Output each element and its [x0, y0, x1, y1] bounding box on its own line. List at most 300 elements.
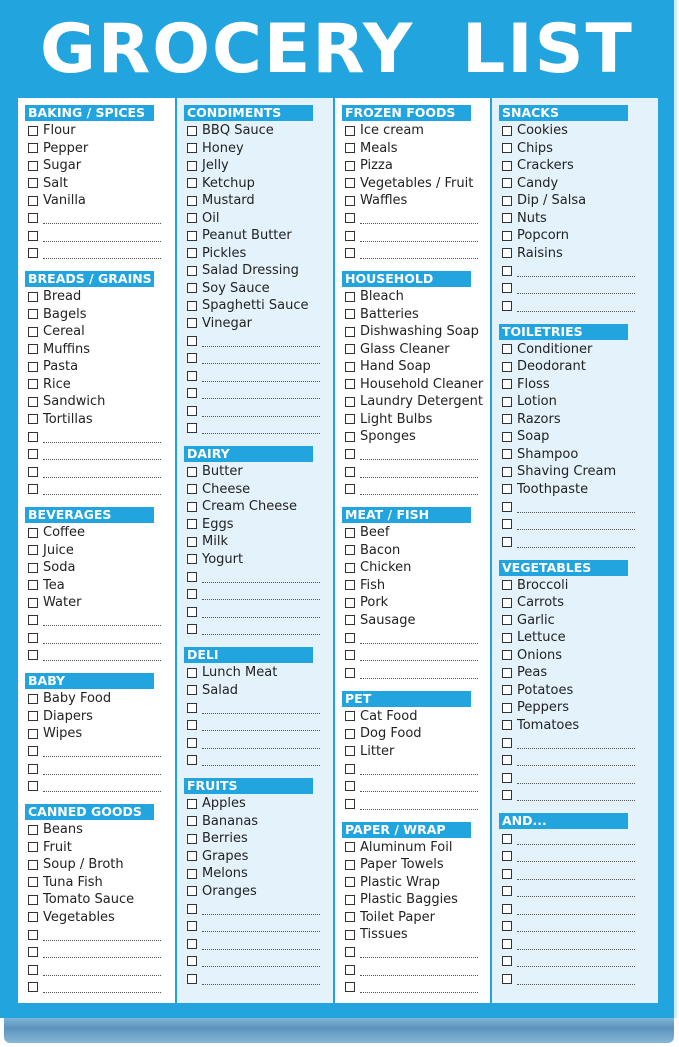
blank-item[interactable]	[345, 446, 490, 464]
checkbox[interactable]	[187, 956, 197, 966]
list-item[interactable]	[345, 559, 490, 577]
checkbox[interactable]	[28, 633, 38, 643]
list-item[interactable]	[345, 376, 490, 394]
list-item[interactable]	[502, 463, 658, 481]
checkbox[interactable]	[28, 397, 38, 407]
blank-item[interactable]	[187, 734, 333, 752]
blank-item[interactable]	[187, 935, 333, 953]
checkbox[interactable]	[187, 178, 197, 188]
write-in-line[interactable]	[202, 623, 320, 635]
blank-item[interactable]	[345, 463, 490, 481]
checkbox[interactable]	[502, 397, 512, 407]
checkbox[interactable]	[502, 362, 512, 372]
checkbox[interactable]	[345, 781, 355, 791]
checkbox[interactable]	[187, 406, 197, 416]
list-item[interactable]	[28, 175, 175, 193]
write-in-line[interactable]	[202, 938, 320, 950]
checkbox[interactable]	[502, 178, 512, 188]
checkbox[interactable]	[28, 213, 38, 223]
checkbox[interactable]	[502, 790, 512, 800]
checkbox[interactable]	[187, 484, 197, 494]
write-in-line[interactable]	[360, 763, 478, 775]
blank-item[interactable]	[28, 778, 175, 796]
checkbox[interactable]	[345, 143, 355, 153]
checkbox[interactable]	[502, 467, 512, 477]
checkbox[interactable]	[345, 711, 355, 721]
list-item[interactable]	[28, 288, 175, 306]
checkbox[interactable]	[28, 231, 38, 241]
blank-item[interactable]	[28, 481, 175, 499]
checkbox[interactable]	[502, 598, 512, 608]
write-in-line[interactable]	[202, 352, 320, 364]
checkbox[interactable]	[502, 851, 512, 861]
checkbox[interactable]	[187, 703, 197, 713]
list-item[interactable]	[187, 551, 333, 569]
write-in-line[interactable]	[43, 632, 161, 644]
blank-item[interactable]	[187, 970, 333, 988]
write-in-line[interactable]	[360, 632, 478, 644]
write-in-line[interactable]	[43, 745, 161, 757]
list-item[interactable]	[502, 594, 658, 612]
write-in-line[interactable]	[517, 955, 635, 967]
blank-item[interactable]	[28, 463, 175, 481]
checkbox[interactable]	[345, 327, 355, 337]
list-item[interactable]	[28, 891, 175, 909]
checkbox[interactable]	[502, 519, 512, 529]
list-item[interactable]	[187, 210, 333, 228]
blank-item[interactable]	[502, 848, 658, 866]
checkbox[interactable]	[345, 965, 355, 975]
write-in-line[interactable]	[360, 649, 478, 661]
write-in-line[interactable]	[43, 929, 161, 941]
checkbox[interactable]	[345, 292, 355, 302]
write-in-line[interactable]	[517, 300, 635, 312]
checkbox[interactable]	[502, 449, 512, 459]
checkbox[interactable]	[502, 432, 512, 442]
checkbox[interactable]	[345, 746, 355, 756]
list-item[interactable]	[345, 909, 490, 927]
write-in-line[interactable]	[517, 282, 635, 294]
checkbox[interactable]	[28, 895, 38, 905]
blank-item[interactable]	[28, 245, 175, 263]
list-item[interactable]	[345, 612, 490, 630]
list-item[interactable]	[345, 157, 490, 175]
list-item[interactable]	[187, 315, 333, 333]
checkbox[interactable]	[187, 353, 197, 363]
checkbox[interactable]	[345, 528, 355, 538]
list-item[interactable]	[345, 594, 490, 612]
write-in-line[interactable]	[43, 981, 161, 993]
list-item[interactable]	[187, 297, 333, 315]
checkbox[interactable]	[345, 449, 355, 459]
blank-item[interactable]	[187, 568, 333, 586]
list-item[interactable]	[187, 175, 333, 193]
write-in-line[interactable]	[202, 955, 320, 967]
checkbox[interactable]	[345, 912, 355, 922]
blank-item[interactable]	[187, 621, 333, 639]
checkbox[interactable]	[502, 414, 512, 424]
list-item[interactable]	[28, 594, 175, 612]
list-item[interactable]	[502, 612, 658, 630]
checkbox[interactable]	[502, 196, 512, 206]
blank-item[interactable]	[187, 420, 333, 438]
list-item[interactable]	[502, 245, 658, 263]
list-item[interactable]	[502, 629, 658, 647]
write-in-line[interactable]	[517, 789, 635, 801]
list-item[interactable]	[345, 122, 490, 140]
checkbox[interactable]	[28, 825, 38, 835]
list-item[interactable]	[345, 926, 490, 944]
list-item[interactable]	[28, 411, 175, 429]
list-item[interactable]	[345, 524, 490, 542]
list-item[interactable]	[28, 140, 175, 158]
checkbox[interactable]	[345, 842, 355, 852]
write-in-line[interactable]	[43, 649, 161, 661]
checkbox[interactable]	[502, 615, 512, 625]
list-item[interactable]	[28, 306, 175, 324]
list-item[interactable]	[187, 481, 333, 499]
write-in-line[interactable]	[43, 230, 161, 242]
list-item[interactable]	[502, 446, 658, 464]
write-in-line[interactable]	[202, 405, 320, 417]
list-item[interactable]	[28, 542, 175, 560]
write-in-line[interactable]	[43, 431, 161, 443]
checkbox[interactable]	[187, 519, 197, 529]
blank-item[interactable]	[187, 900, 333, 918]
blank-item[interactable]	[502, 734, 658, 752]
list-item[interactable]	[28, 358, 175, 376]
list-item[interactable]	[187, 463, 333, 481]
blank-item[interactable]	[345, 227, 490, 245]
list-item[interactable]	[345, 708, 490, 726]
write-in-line[interactable]	[517, 903, 635, 915]
checkbox[interactable]	[187, 720, 197, 730]
checkbox[interactable]	[187, 668, 197, 678]
checkbox[interactable]	[502, 834, 512, 844]
write-in-line[interactable]	[360, 212, 478, 224]
checkbox[interactable]	[502, 755, 512, 765]
checkbox[interactable]	[187, 816, 197, 826]
checkbox[interactable]	[28, 414, 38, 424]
checkbox[interactable]	[502, 231, 512, 241]
write-in-line[interactable]	[517, 868, 635, 880]
checkbox[interactable]	[28, 860, 38, 870]
write-in-line[interactable]	[202, 920, 320, 932]
blank-item[interactable]	[345, 664, 490, 682]
blank-item[interactable]	[502, 865, 658, 883]
list-item[interactable]	[345, 288, 490, 306]
list-item[interactable]	[502, 175, 658, 193]
checkbox[interactable]	[28, 248, 38, 258]
list-item[interactable]	[187, 813, 333, 831]
write-in-line[interactable]	[517, 833, 635, 845]
write-in-line[interactable]	[360, 667, 478, 679]
write-in-line[interactable]	[43, 763, 161, 775]
checkbox[interactable]	[345, 414, 355, 424]
checkbox[interactable]	[28, 196, 38, 206]
list-item[interactable]	[187, 122, 333, 140]
list-item[interactable]	[28, 122, 175, 140]
checkbox[interactable]	[502, 344, 512, 354]
write-in-line[interactable]	[43, 483, 161, 495]
checkbox[interactable]	[28, 746, 38, 756]
write-in-line[interactable]	[43, 964, 161, 976]
blank-item[interactable]	[187, 367, 333, 385]
write-in-line[interactable]	[360, 981, 478, 993]
checkbox[interactable]	[345, 178, 355, 188]
blank-item[interactable]	[502, 970, 658, 988]
blank-item[interactable]	[502, 752, 658, 770]
checkbox[interactable]	[345, 397, 355, 407]
checkbox[interactable]	[345, 930, 355, 940]
blank-item[interactable]	[28, 227, 175, 245]
list-item[interactable]	[502, 358, 658, 376]
list-item[interactable]	[187, 848, 333, 866]
checkbox[interactable]	[28, 563, 38, 573]
checkbox[interactable]	[502, 248, 512, 258]
checkbox[interactable]	[502, 956, 512, 966]
checkbox[interactable]	[345, 947, 355, 957]
list-item[interactable]	[28, 577, 175, 595]
list-item[interactable]	[28, 393, 175, 411]
blank-item[interactable]	[345, 647, 490, 665]
blank-item[interactable]	[502, 953, 658, 971]
blank-item[interactable]	[28, 979, 175, 997]
write-in-line[interactable]	[517, 518, 635, 530]
write-in-line[interactable]	[517, 920, 635, 932]
checkbox[interactable]	[502, 939, 512, 949]
checkbox[interactable]	[187, 537, 197, 547]
list-item[interactable]	[345, 856, 490, 874]
blank-item[interactable]	[28, 926, 175, 944]
list-item[interactable]	[345, 891, 490, 909]
blank-item[interactable]	[502, 830, 658, 848]
checkbox[interactable]	[28, 982, 38, 992]
write-in-line[interactable]	[360, 483, 478, 495]
blank-item[interactable]	[345, 245, 490, 263]
checkbox[interactable]	[345, 231, 355, 241]
write-in-line[interactable]	[202, 903, 320, 915]
checkbox[interactable]	[345, 196, 355, 206]
list-item[interactable]	[345, 393, 490, 411]
checkbox[interactable]	[345, 545, 355, 555]
checkbox[interactable]	[187, 318, 197, 328]
write-in-line[interactable]	[43, 780, 161, 792]
write-in-line[interactable]	[360, 798, 478, 810]
write-in-line[interactable]	[517, 737, 635, 749]
list-item[interactable]	[502, 481, 658, 499]
list-item[interactable]	[502, 682, 658, 700]
checkbox[interactable]	[502, 379, 512, 389]
checkbox[interactable]	[187, 685, 197, 695]
checkbox[interactable]	[502, 301, 512, 311]
checkbox[interactable]	[187, 799, 197, 809]
list-item[interactable]	[502, 411, 658, 429]
checkbox[interactable]	[28, 694, 38, 704]
checkbox[interactable]	[187, 886, 197, 896]
write-in-line[interactable]	[43, 614, 161, 626]
blank-item[interactable]	[187, 953, 333, 971]
checkbox[interactable]	[28, 781, 38, 791]
checkbox[interactable]	[187, 921, 197, 931]
list-item[interactable]	[502, 341, 658, 359]
checkbox[interactable]	[28, 126, 38, 136]
write-in-line[interactable]	[202, 335, 320, 347]
blank-item[interactable]	[345, 778, 490, 796]
blank-item[interactable]	[187, 385, 333, 403]
checkbox[interactable]	[28, 965, 38, 975]
list-item[interactable]	[28, 856, 175, 874]
checkbox[interactable]	[345, 580, 355, 590]
checkbox[interactable]	[345, 161, 355, 171]
checkbox[interactable]	[345, 615, 355, 625]
blank-item[interactable]	[28, 612, 175, 630]
list-item[interactable]	[187, 245, 333, 263]
list-item[interactable]	[345, 358, 490, 376]
checkbox[interactable]	[28, 650, 38, 660]
checkbox[interactable]	[502, 921, 512, 931]
write-in-line[interactable]	[43, 212, 161, 224]
list-item[interactable]	[502, 210, 658, 228]
write-in-line[interactable]	[360, 247, 478, 259]
checkbox[interactable]	[28, 327, 38, 337]
checkbox[interactable]	[345, 248, 355, 258]
checkbox[interactable]	[345, 309, 355, 319]
write-in-line[interactable]	[517, 501, 635, 513]
list-item[interactable]	[345, 323, 490, 341]
list-item[interactable]	[345, 428, 490, 446]
blank-item[interactable]	[187, 918, 333, 936]
blank-item[interactable]	[345, 795, 490, 813]
checkbox[interactable]	[28, 711, 38, 721]
checkbox[interactable]	[187, 336, 197, 346]
list-item[interactable]	[28, 909, 175, 927]
checkbox[interactable]	[345, 729, 355, 739]
blank-item[interactable]	[187, 699, 333, 717]
write-in-line[interactable]	[517, 973, 635, 985]
write-in-line[interactable]	[43, 466, 161, 478]
checkbox[interactable]	[502, 738, 512, 748]
blank-item[interactable]	[187, 586, 333, 604]
checkbox[interactable]	[187, 607, 197, 617]
checkbox[interactable]	[345, 764, 355, 774]
checkbox[interactable]	[502, 668, 512, 678]
checkbox[interactable]	[28, 947, 38, 957]
checkbox[interactable]	[187, 231, 197, 241]
checkbox[interactable]	[345, 895, 355, 905]
checkbox[interactable]	[345, 799, 355, 809]
blank-item[interactable]	[187, 717, 333, 735]
checkbox[interactable]	[345, 362, 355, 372]
write-in-line[interactable]	[360, 448, 478, 460]
list-item[interactable]	[187, 865, 333, 883]
blank-item[interactable]	[28, 446, 175, 464]
checkbox[interactable]	[187, 974, 197, 984]
list-item[interactable]	[28, 708, 175, 726]
checkbox[interactable]	[28, 484, 38, 494]
checkbox[interactable]	[187, 423, 197, 433]
list-item[interactable]	[28, 376, 175, 394]
write-in-line[interactable]	[202, 606, 320, 618]
blank-item[interactable]	[28, 961, 175, 979]
list-item[interactable]	[187, 498, 333, 516]
checkbox[interactable]	[502, 266, 512, 276]
checkbox[interactable]	[345, 344, 355, 354]
checkbox[interactable]	[187, 467, 197, 477]
write-in-line[interactable]	[202, 571, 320, 583]
list-item[interactable]	[502, 227, 658, 245]
blank-item[interactable]	[345, 979, 490, 997]
checkbox[interactable]	[345, 982, 355, 992]
list-item[interactable]	[28, 559, 175, 577]
checkbox[interactable]	[28, 615, 38, 625]
checkbox[interactable]	[28, 143, 38, 153]
checkbox[interactable]	[502, 904, 512, 914]
list-item[interactable]	[345, 577, 490, 595]
list-item[interactable]	[502, 428, 658, 446]
blank-item[interactable]	[187, 350, 333, 368]
list-item[interactable]	[345, 175, 490, 193]
blank-item[interactable]	[345, 481, 490, 499]
list-item[interactable]	[345, 839, 490, 857]
write-in-line[interactable]	[360, 466, 478, 478]
checkbox[interactable]	[187, 738, 197, 748]
blank-item[interactable]	[502, 280, 658, 298]
list-item[interactable]	[502, 393, 658, 411]
checkbox[interactable]	[187, 554, 197, 564]
checkbox[interactable]	[187, 755, 197, 765]
checkbox[interactable]	[502, 283, 512, 293]
checkbox[interactable]	[28, 161, 38, 171]
checkbox[interactable]	[502, 886, 512, 896]
write-in-line[interactable]	[202, 370, 320, 382]
checkbox[interactable]	[28, 344, 38, 354]
blank-item[interactable]	[187, 603, 333, 621]
list-item[interactable]	[187, 830, 333, 848]
checkbox[interactable]	[187, 834, 197, 844]
checkbox[interactable]	[28, 467, 38, 477]
write-in-line[interactable]	[202, 588, 320, 600]
checkbox[interactable]	[345, 126, 355, 136]
checkbox[interactable]	[187, 388, 197, 398]
checkbox[interactable]	[502, 502, 512, 512]
write-in-line[interactable]	[202, 754, 320, 766]
checkbox[interactable]	[345, 633, 355, 643]
blank-item[interactable]	[28, 944, 175, 962]
checkbox[interactable]	[28, 292, 38, 302]
blank-item[interactable]	[502, 498, 658, 516]
blank-item[interactable]	[502, 935, 658, 953]
checkbox[interactable]	[187, 851, 197, 861]
checkbox[interactable]	[502, 720, 512, 730]
list-item[interactable]	[187, 140, 333, 158]
checkbox[interactable]	[28, 449, 38, 459]
list-item[interactable]	[187, 157, 333, 175]
checkbox[interactable]	[502, 773, 512, 783]
checkbox[interactable]	[345, 598, 355, 608]
checkbox[interactable]	[28, 877, 38, 887]
checkbox[interactable]	[187, 624, 197, 634]
checkbox[interactable]	[187, 572, 197, 582]
checkbox[interactable]	[28, 729, 38, 739]
list-item[interactable]	[28, 821, 175, 839]
blank-item[interactable]	[502, 262, 658, 280]
checkbox[interactable]	[187, 301, 197, 311]
write-in-line[interactable]	[517, 772, 635, 784]
list-item[interactable]	[28, 192, 175, 210]
write-in-line[interactable]	[360, 964, 478, 976]
checkbox[interactable]	[28, 545, 38, 555]
